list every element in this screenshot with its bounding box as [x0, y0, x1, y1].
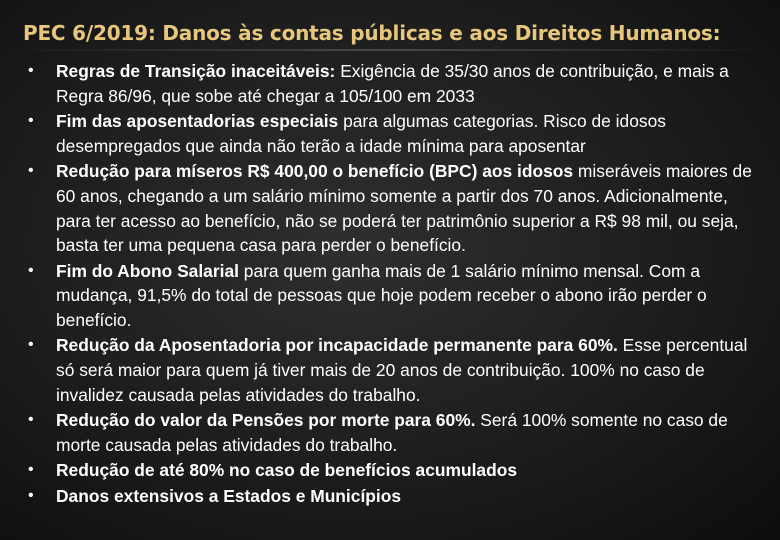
- bullet-text: miseráveis maiores de 60 anos, chegando a um salário mínimo somente a partir dos 70 anos. Adicionalmente, para ter acesso ao benefício, não se poderá ter patrimônio superior a R$ 98 mil, ou seja, basta ter uma pequena casa para perder o benefício.: [56, 161, 752, 256]
- bullet-item: [0, 259, 780, 333]
- bullet-text: para algumas categorias. Risco de idosos desempregados que ainda não terão a idade mínima para aposentar: [56, 111, 666, 156]
- bullet-item: [0, 458, 780, 483]
- bullet-bold-text: Redução do valor da Pensões por morte para 60%.: [56, 410, 476, 431]
- bullet-item: [0, 408, 780, 457]
- bullet-item: [0, 484, 780, 509]
- bullet-dot: •: [28, 336, 34, 354]
- bullet-dot: •: [28, 261, 34, 279]
- bullet-text: Esse percentual só será maior para quem já tiver mais de 20 anos de contribuição. 100% no caso de invalidez causada pelas atividades do trabalho.: [56, 335, 748, 405]
- bullet-item: [0, 333, 780, 407]
- bullet-bold-text: Fim do Abono Salarial: [56, 260, 239, 281]
- bullet-bold-text: Regras de Transição inaceitáveis:: [56, 61, 336, 81]
- bullet-dot: •: [28, 112, 34, 130]
- bullet-text: Exigência de 35/30 anos de contribuição, e mais a Regra 86/96, que sobe até chegar a 105/100 em 2033: [56, 61, 729, 106]
- bullet-list: [0, 59, 780, 509]
- slide-title: PEC 6/2019: Danos às contas públicas e aos Direitos Humanos:: [23, 21, 721, 45]
- bullet-bold-text: Redução para míseros R$ 400,00 o benefício (BPC) aos idosos: [56, 161, 574, 182]
- bullet-item: [0, 159, 780, 258]
- bullet-item: [0, 59, 780, 108]
- bullet-dot: •: [28, 62, 34, 79]
- bullet-bold-text: Redução da Aposentadoria por incapacidade permanente para 60%.: [56, 335, 618, 356]
- bullet-bold-text: Redução de até 80% no caso de benefícios acumulados: [56, 460, 517, 481]
- bullet-dot: •: [28, 486, 34, 504]
- bullet-item: [0, 109, 780, 158]
- bullet-text: para quem ganha mais de 1 salário mínimo mensal. Com a mudança, 91,5% do total de pessoas que hoje podem receber o abono irão perder o benefício.: [56, 260, 707, 331]
- bullet-bold-text: Fim das aposentadorias especiais: [56, 111, 339, 132]
- bullet-dot: •: [28, 162, 34, 180]
- bullet-dot: •: [28, 461, 34, 479]
- bullet-bold-text: Danos extensivos a Estados e Municípios: [56, 485, 402, 506]
- title-divider: [0, 49, 780, 51]
- bullet-dot: •: [28, 411, 34, 429]
- bullet-text: Será 100% somente no caso de morte causada pelas atividades do trabalho.: [56, 410, 728, 455]
